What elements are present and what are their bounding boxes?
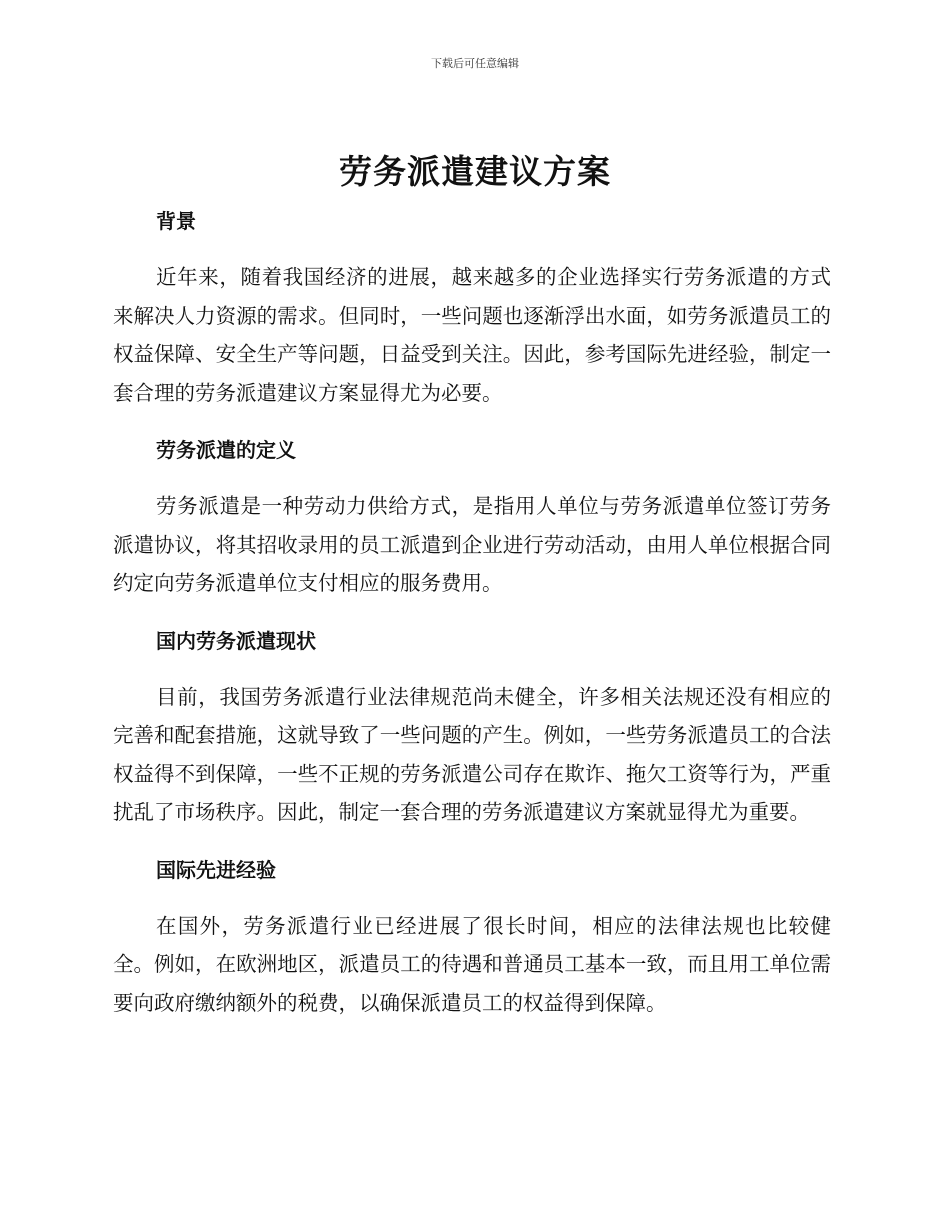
section-paragraph-definition: 劳务派遣是一种劳动力供给方式，是指用人单位与劳务派遣单位签订劳务派遣协议，将其招收录用的员工派遣到企业进行劳动活动，由用人单位根据合同约定向劳务派遣单位支付相应的服务费用。 xyxy=(113,494,831,595)
document-title: 劳务派遣建议方案 xyxy=(339,152,611,191)
section-paragraph-international-experience: 在国外，劳务派遣行业已经进展了很长时间，相应的法律法规也比较健全。例如，在欧洲地区，派遣员工的待遇和普通员工基本一致，而且用工单位需要向政府缴纳额外的税费，以确保派遣员工的权益得到保障。 xyxy=(113,913,831,1015)
section-paragraph-domestic-status: 目前，我国劳务派遣行业法律规范尚未健全，许多相关法规还没有相应的完善和配套措施，这就导致了一些问题的产生。例如，一些劳务派遣员工的合法权益得不到保障，一些不正规的劳务派遣公司存在欺诈、拖欠工资等行为，严重扰乱了市场秩序。因此，制定一套合理的劳务派遣建议方案就显得尤为重要。 xyxy=(113,684,831,824)
document-body xyxy=(113,200,831,1022)
section-heading-domestic-status: 国内劳务派遣现状 xyxy=(156,628,316,653)
header-note: 下载后可任意编辑 xyxy=(431,57,519,70)
section-heading-international-experience: 国际先进经验 xyxy=(156,857,276,882)
section-heading-definition: 劳务派遣的定义 xyxy=(156,438,296,462)
section-heading-background: 背景 xyxy=(156,209,196,233)
section-paragraph-background: 近年来，随着我国经济的进展，越来越多的企业选择实行劳务派遣的方式来解决人力资源的需求。但同时，一些问题也逐渐浮出水面，如劳务派遣员工的权益保障、安全生产等问题，日益受到关注。因此，参考国际先进经验，制定一套合理的劳务派遣建议方案显得尤为必要。 xyxy=(113,265,831,405)
